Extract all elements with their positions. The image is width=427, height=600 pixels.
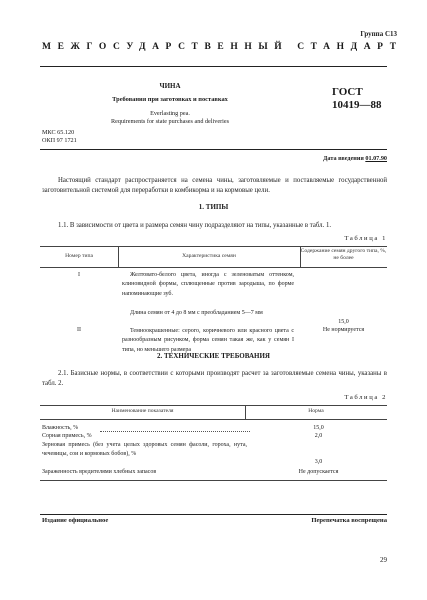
doc-subtitle-en-1: Everlasting pea. bbox=[150, 110, 190, 117]
date-label: Дата введения bbox=[323, 155, 364, 162]
gost-number: 10419—88 bbox=[332, 99, 382, 111]
table2-row2-name: Сорная примесь, % bbox=[42, 433, 92, 439]
table1-row2-desc: Темноокрашенные: серого, коричневого или красного цвета с разнообразным рисунком, форма семян такая же, как у семян I типа, но меньшего размера bbox=[122, 328, 294, 353]
table2-row3-value: 3,0 bbox=[314, 459, 323, 465]
section2-title: 2. ТЕХНИЧЕСКИЕ ТРЕБОВАНИЯ bbox=[157, 352, 270, 360]
footer-reprint: Перепечатка воспрещена bbox=[311, 517, 387, 524]
table2-row4-value: Не допускается bbox=[298, 469, 339, 475]
gost-label: ГОСТ bbox=[332, 86, 363, 98]
section2-paragraph: 2.1. Базисные нормы, в соответствии с которыми производят расчет за заготовляемые семена чины, указаны в табл. 2. bbox=[42, 370, 387, 387]
table1-header-type: Номер типа bbox=[65, 253, 93, 259]
table1-label: Таблица 1 bbox=[344, 235, 387, 242]
group-code: Группа С13 bbox=[360, 30, 397, 38]
table2-row2-value: 2,0 bbox=[314, 433, 323, 439]
footer-rule bbox=[40, 514, 387, 515]
table1-row1-desc: Желтовато-белого цвета, иногда с зеленоватым оттенком, клиновидной формы, сплющенные против зародыша, по форме напоминающие зуб. bbox=[122, 272, 294, 297]
effective-date bbox=[323, 155, 387, 162]
doc-subtitle-en-2: Requirements for state purchases and deliveries bbox=[110, 118, 230, 125]
table1-row2-value: Не нормируется bbox=[322, 327, 365, 333]
intro-paragraph: Настоящий стандарт распространяется на семена чины, заготовляемые и поставляемые государственной заготовительной системой для переработки в комбикорма и на кормовые цели. bbox=[42, 177, 387, 194]
footer-official: Издание официальное bbox=[42, 517, 109, 524]
table1-header-desc: Характеристика семян bbox=[182, 253, 236, 259]
table2-row4-name: Зараженность вредителями хлебных запасов bbox=[42, 469, 157, 475]
table2-header-name: Наименование показателя bbox=[111, 408, 174, 414]
okp-code: ОКП 97 1721 bbox=[42, 137, 77, 144]
table1-row1-value: 15,0 bbox=[338, 319, 349, 325]
title-rule bbox=[40, 149, 387, 150]
date-value: 01.07.90 bbox=[365, 155, 387, 162]
doc-subtitle-ru: Требования при заготовках и поставках bbox=[112, 96, 228, 103]
table2-header-norm: Норма bbox=[308, 408, 324, 414]
table1-row1-length: Длина семян от 4 до 8 мм с преобладанием 5—7 мм bbox=[130, 310, 263, 316]
header-rule bbox=[40, 66, 387, 67]
table2-row1-name: Влажность, % bbox=[42, 425, 79, 431]
doc-name: ЧИНА bbox=[159, 82, 181, 90]
page-number: 29 bbox=[380, 556, 387, 564]
table1-row1-type: I bbox=[78, 272, 80, 278]
section1-paragraph: 1.1. В зависимости от цвета и размера семян чину подразделяют на типы, указанные в табл. 1. bbox=[58, 222, 332, 229]
table2-label: Таблица 2 bbox=[344, 394, 387, 401]
table2-row1-value: 15,0 bbox=[313, 425, 324, 431]
table2-row3-name: Зерновая примесь (без учета целых здоровых семян фасоли, гороха, нута, чечевицы, сои и кормовых бобов), % bbox=[42, 442, 247, 458]
section1-title: 1. ТИПЫ bbox=[198, 203, 229, 211]
mks-code: МКС 65.120 bbox=[42, 129, 75, 136]
table1-row2-type: II bbox=[77, 327, 81, 333]
standard-title: МЕЖГОСУДАРСТВЕННЫЙ СТАНДАРТ bbox=[42, 42, 403, 52]
table1-header-other: Содержание семян другого типа, %, не более bbox=[300, 248, 387, 261]
